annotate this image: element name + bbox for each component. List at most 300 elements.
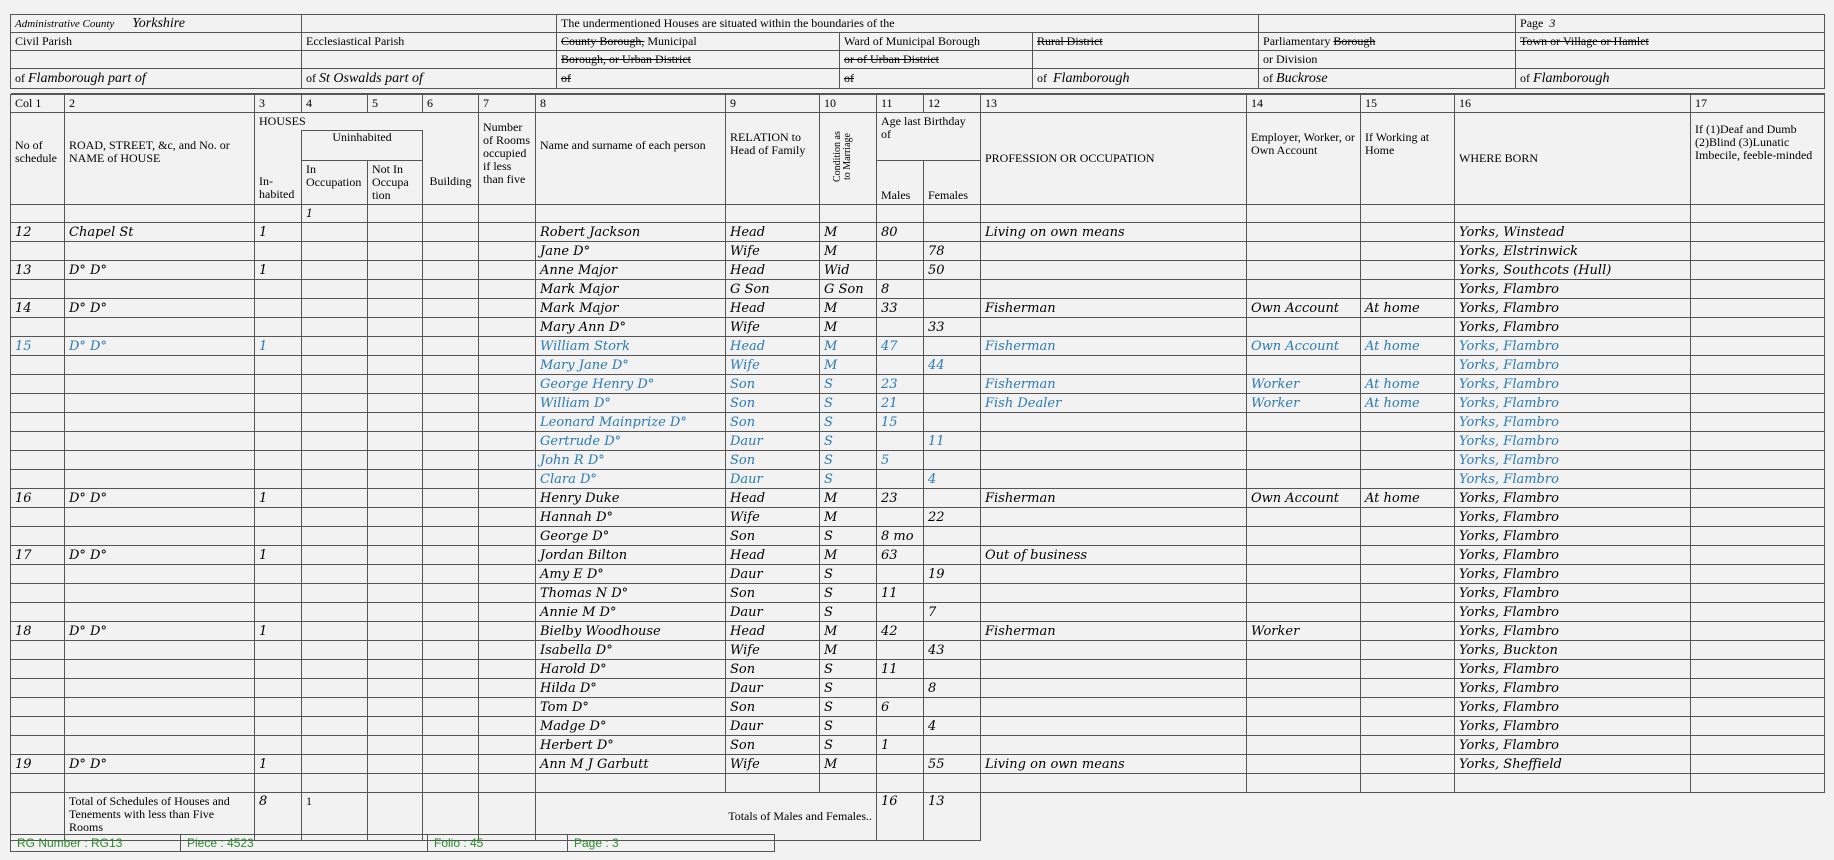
col-age-header: Age last Birthday of [877,113,981,161]
inhabited-cell [255,375,302,394]
condition-cell: S [820,660,877,679]
rooms-cell [479,375,536,394]
where-born-cell: Yorks, Flambro [1455,280,1691,299]
totals-females: 13 [924,793,981,841]
in-occupation-cell [302,318,368,337]
females-age-cell: 7 [924,603,981,622]
rural-value: of Flamborough [1033,69,1259,89]
name-cell: Hannah D° [536,508,726,527]
totals-inhabited: 8 [255,793,302,841]
where-born-cell: Yorks, Sheffield [1455,755,1691,774]
working-cell [1361,280,1455,299]
rooms-cell [479,337,536,356]
infirm-cell [1691,413,1825,432]
employer-cell [1247,698,1361,717]
occupation-cell [981,660,1247,679]
infirm-cell [1691,337,1825,356]
occupation-cell [981,413,1247,432]
rooms-cell [479,546,536,565]
males-age-cell: 1 [877,736,924,755]
not-in-occupation-cell [368,527,423,546]
boundaries-text: The undermentioned Houses are situated within the boundaries of the [557,15,1259,33]
employer-cell [1247,451,1361,470]
males-age-cell [877,432,924,451]
working-cell [1361,356,1455,375]
condition-cell: S [820,527,877,546]
working-cell [1361,679,1455,698]
schedule-cell [11,508,65,527]
working-cell [1361,470,1455,489]
census-row [11,508,1825,527]
relation-cell: Daur [726,470,820,489]
road-cell: D° D° [65,622,255,641]
road-cell [65,413,255,432]
census-row [11,375,1825,394]
females-age-cell [924,736,981,755]
in-occupation-cell [302,717,368,736]
males-age-cell: 80 [877,223,924,242]
rooms-cell [479,242,536,261]
condition-cell: S [820,679,877,698]
name-cell: Herbert D° [536,736,726,755]
road-cell: D° D° [65,337,255,356]
males-age-cell: 33 [877,299,924,318]
schedule-cell [11,318,65,337]
condition-cell: S [820,394,877,413]
not-in-occupation-cell [368,261,423,280]
in-occupation-cell [302,261,368,280]
census-row [11,451,1825,470]
condition-cell: S [820,470,877,489]
rooms-cell [479,527,536,546]
condition-cell: M [820,337,877,356]
rooms-cell [479,755,536,774]
schedule-cell: 16 [11,489,65,508]
name-cell: William Stork [536,337,726,356]
name-cell [536,774,726,793]
males-age-cell [877,603,924,622]
building-cell [423,527,479,546]
road-cell [65,603,255,622]
occupation-cell [981,736,1247,755]
name-cell: Isabella D° [536,641,726,660]
condition-cell: S [820,432,877,451]
females-age-cell [924,375,981,394]
inhabited-cell [255,774,302,793]
rooms-cell [479,736,536,755]
schedule-cell: 19 [11,755,65,774]
males-age-cell: 6 [877,698,924,717]
census-row [11,641,1825,660]
building-cell [423,774,479,793]
in-occupation-cell [302,299,368,318]
condition-cell: M [820,546,877,565]
inhabited-cell [255,698,302,717]
census-row [11,774,1825,793]
where-born-cell: Yorks, Flambro [1455,470,1691,489]
condition-cell: S [820,736,877,755]
infirm-cell [1691,546,1825,565]
infirm-cell [1691,527,1825,546]
infirm-cell [1691,660,1825,679]
road-cell [65,470,255,489]
working-cell [1361,736,1455,755]
infirm-cell [1691,318,1825,337]
where-born-cell: Yorks, Flambro [1455,565,1691,584]
infirm-cell [1691,603,1825,622]
working-cell [1361,603,1455,622]
relation-cell: Son [726,736,820,755]
road-cell [65,679,255,698]
females-age-cell: 55 [924,755,981,774]
occupation-cell [981,603,1247,622]
occupation-cell [981,584,1247,603]
relation-cell [726,774,820,793]
employer-cell [1247,356,1361,375]
census-body [11,223,1825,793]
schedule-cell [11,736,65,755]
condition-cell: S [820,603,877,622]
schedule-cell [11,242,65,261]
rooms-cell [479,717,536,736]
males-age-cell [877,508,924,527]
col-working-header: If Working at Home [1361,113,1455,205]
not-in-occupation-cell [368,242,423,261]
rooms-cell [479,603,536,622]
working-cell: At home [1361,337,1455,356]
census-row [11,318,1825,337]
females-age-cell [924,527,981,546]
inhabited-cell [255,508,302,527]
road-cell [65,584,255,603]
name-cell: Jordan Bilton [536,546,726,565]
where-born-cell: Yorks, Buckton [1455,641,1691,660]
condition-cell: M [820,299,877,318]
infirm-cell [1691,736,1825,755]
where-born-cell: Yorks, Flambro [1455,527,1691,546]
relation-cell: Daur [726,717,820,736]
census-row [11,603,1825,622]
infirm-cell [1691,299,1825,318]
employer-cell [1247,736,1361,755]
col-building-header: Building [423,131,479,205]
employer-cell [1247,603,1361,622]
infirm-cell [1691,698,1825,717]
census-row [11,736,1825,755]
schedule-cell [11,356,65,375]
occupation-cell [981,527,1247,546]
census-row [11,261,1825,280]
census-row [11,679,1825,698]
in-occupation-cell [302,565,368,584]
rooms-cell [479,413,536,432]
in-occupation-cell [302,527,368,546]
building-cell [423,489,479,508]
not-in-occupation-cell [368,641,423,660]
infirm-cell [1691,717,1825,736]
inhabited-cell [255,736,302,755]
not-in-occupation-cell [368,717,423,736]
totals-males-females-label: Totals of Males and Females.. [536,793,877,841]
employer-cell [1247,470,1361,489]
not-in-occupation-cell [368,318,423,337]
employer-cell [1247,318,1361,337]
employer-cell [1247,508,1361,527]
in-occupation-cell [302,375,368,394]
employer-cell [1247,755,1361,774]
road-cell [65,432,255,451]
not-in-occupation-cell [368,337,423,356]
relation-cell: Son [726,698,820,717]
col-not-in-occupation-header: Not In Occupa tion [368,161,423,205]
road-cell [65,394,255,413]
inhabited-cell [255,280,302,299]
males-age-cell [877,641,924,660]
infirm-cell [1691,356,1825,375]
not-in-occupation-cell [368,432,423,451]
relation-cell: Head [726,622,820,641]
employer-cell [1247,679,1361,698]
infirm-cell [1691,584,1825,603]
road-cell [65,375,255,394]
infirm-cell [1691,242,1825,261]
census-row [11,337,1825,356]
in-occupation-cell [302,679,368,698]
working-cell [1361,774,1455,793]
relation-cell: Daur [726,679,820,698]
building-cell [423,337,479,356]
working-cell [1361,622,1455,641]
occupation-cell [981,280,1247,299]
building-cell [423,622,479,641]
totals-in-occupation: 1 [302,793,368,841]
road-cell [65,318,255,337]
census-row [11,356,1825,375]
condition-cell: M [820,489,877,508]
females-age-cell: 78 [924,242,981,261]
col-road-header: ROAD, STREET, &c, and No. or NAME of HOUSE [65,113,255,205]
working-cell [1361,565,1455,584]
occupation-cell: Fisherman [981,622,1247,641]
relation-cell: Daur [726,565,820,584]
not-in-occupation-cell [368,356,423,375]
building-cell [423,584,479,603]
schedule-cell [11,470,65,489]
col-employer-header: Employer, Worker, or Own Account [1247,113,1361,205]
employer-cell: Own Account [1247,337,1361,356]
building-cell [423,508,479,527]
occupation-cell [981,451,1247,470]
name-cell: Mary Ann D° [536,318,726,337]
name-cell: Bielby Woodhouse [536,622,726,641]
occupation-cell: Living on own means [981,755,1247,774]
inhabited-cell [255,356,302,375]
employer-cell [1247,527,1361,546]
totals-label: Total of Schedules of Houses and Tenements with less than Five Rooms [65,793,255,841]
name-cell: Madge D° [536,717,726,736]
name-cell: Gertrude D° [536,432,726,451]
inhabited-cell [255,394,302,413]
working-cell [1361,660,1455,679]
in-occupation-cell [302,356,368,375]
condition-cell: S [820,375,877,394]
road-cell [65,508,255,527]
males-age-cell: 15 [877,413,924,432]
infirm-cell [1691,508,1825,527]
condition-cell: G Son [820,280,877,299]
males-age-cell [877,774,924,793]
column-numbers-row: Col 1 2 3 4 5 6 7 8 9 10 11 12 13 14 15 16 17 [11,95,1825,113]
infirm-cell [1691,622,1825,641]
males-age-cell [877,717,924,736]
col-name-header: Name and surname of each person [536,113,726,205]
relation-cell: Wife [726,508,820,527]
in-occupation-cell [302,413,368,432]
building-cell [423,394,479,413]
infirm-cell [1691,565,1825,584]
building-cell [423,717,479,736]
census-row [11,527,1825,546]
rooms-cell [479,280,536,299]
schedule-cell [11,432,65,451]
name-cell: William D° [536,394,726,413]
employer-cell: Worker [1247,394,1361,413]
not-in-occupation-cell [368,622,423,641]
relation-cell: Head [726,546,820,565]
occupation-cell [981,318,1247,337]
rooms-cell [479,299,536,318]
census-row [11,660,1825,679]
working-cell [1361,508,1455,527]
occupation-cell [981,565,1247,584]
working-cell [1361,546,1455,565]
males-age-cell: 8 [877,280,924,299]
census-row [11,698,1825,717]
in-occupation-cell [302,546,368,565]
schedule-cell: 12 [11,223,65,242]
in-occupation-cell [302,698,368,717]
inhabited-cell: 1 [255,755,302,774]
not-in-occupation-cell [368,755,423,774]
occupation-cell [981,698,1247,717]
condition-cell: M [820,641,877,660]
schedule-cell [11,394,65,413]
males-age-cell: 8 mo [877,527,924,546]
working-cell [1361,641,1455,660]
males-age-cell [877,318,924,337]
where-born-cell: Yorks, Flambro [1455,546,1691,565]
schedule-cell: 15 [11,337,65,356]
not-in-occupation-cell [368,413,423,432]
infirm-cell [1691,280,1825,299]
census-row [11,489,1825,508]
males-age-cell [877,679,924,698]
road-cell: D° D° [65,546,255,565]
building-cell [423,736,479,755]
inhabited-cell [255,717,302,736]
parl-value: of Buckrose [1259,69,1516,89]
road-cell [65,698,255,717]
employer-cell [1247,546,1361,565]
road-cell: D° D° [65,755,255,774]
census-table: Col 1 2 3 4 5 6 7 8 9 10 11 12 13 14 15 16 17 No of schedule ROAD, STREET, &c, and No. or NAME of HOUSE HOUSES Number of Rooms occupied if less than five Name and surname of each person RELATION to Head of Family Condition as to Marriage Age last Birthday of PROFESSION OR OCCUPATION Employer, Worker, or Own Account If Working at Home WHERE BORN If (1)Deaf and Dumb (2)Blind (3)Lunatic Imbecile, feeble-minded In- habited Uninhabited Building In Occupation Not In Occupa tion Males Females 1 12 Chapel St 1 Robert Jackson Head M 80 Living on own means Yorks, Winstead Jane D° Wife M 78 Yorks, Elstrinwick 13 D° D° 1 Anne Major Head Wid 50 Yorks, Southcots (Hull) Mark Major G Son G Son 8 Yorks, Flambro 14 D° D° Mark Major Head M 33 Fisherman Own Account At home Yorks, Flambro Mary Ann D° Wife M 33 Yorks, Flambro 15 D° D° 1 William Stork Head M 47 Fisherman Own Account At home Yorks, Flambro Mary Jane D° Wife M 44 Yorks, Flambro George Henry D° Son S 23 Fisherman Worker At home Yorks, Flambro William D° Son S 21 Fish Dealer Worker At home Yorks, Flambro Leonard Mainprize D° Son S 15 Yorks, Flambro Gertrude D° Daur S 11 Yorks, Flambro John R D° Son S 5 Yorks, Flambro Clara D° Daur S 4 Yorks, Flambro 16 D° D° 1 Henry Duke Head M 23 Fisherman Own Account At home Yorks, Flambro Hannah D° Wife M 22 Yorks, Flambro George D° Son S 8 mo Yorks, Flambro 17 D° D° 1 Jordan Bilton Head M 63 Out of business Yorks, Flambro Amy E D° Daur S 19 Yorks, Flambro Thomas N D° Son S 11 Yorks, Flambro Annie M D° Daur S 7 Yorks, Flambro 18 D° D° 1 Bielby Woodhouse Head M 42 Fisherman Worker Yorks, Flambro Isabella D° Wife M 43 Yorks, Buckton Harold D° Son S 11 Yorks, Flambro Hilda D° Daur S 8 Yorks, Flambro Tom D° Son S 6 Yorks, Flambro Madge D° Daur S 4 Yorks, Flambro Herbert D° Son S 1 Yorks, Flambro 19 D° D° 1 Ann M J Garbutt Wife M 55 Living on own means Yorks, Sheffield Total of Schedules of Houses and Tenements with less than Five Rooms 8 1 Totals of Males and Females.. 16 13 [10,94,1825,841]
name-cell: Mark Major [536,280,726,299]
employer-cell [1247,280,1361,299]
town-value: of Flamborough [1516,69,1825,89]
inhabited-cell [255,413,302,432]
inhabited-cell [255,584,302,603]
in-occupation-cell [302,622,368,641]
road-cell [65,451,255,470]
condition-cell: M [820,318,877,337]
condition-cell: S [820,413,877,432]
rooms-cell [479,641,536,660]
census-row [11,299,1825,318]
relation-cell: Wife [726,242,820,261]
employer-cell: Worker [1247,375,1361,394]
admin-county-cell: Administrative County Yorkshire [11,15,302,33]
not-in-occupation-cell [368,774,423,793]
in-occupation-cell [302,660,368,679]
building-cell [423,679,479,698]
working-cell [1361,318,1455,337]
ward-label: Ward of Municipal Borough [840,33,1033,51]
col-females-header: Females [924,161,981,205]
where-born-cell: Yorks, Flambro [1455,622,1691,641]
town-label: Town or Village or Hamlet [1516,33,1825,51]
males-age-cell: 11 [877,660,924,679]
civil-parish-value: of Flamborough part of [11,69,302,89]
building-cell [423,223,479,242]
in-occupation-cell [302,242,368,261]
occupation-cell [981,432,1247,451]
relation-cell: Head [726,223,820,242]
employer-cell [1247,584,1361,603]
working-cell [1361,717,1455,736]
name-cell: Clara D° [536,470,726,489]
males-age-cell: 42 [877,622,924,641]
employer-cell [1247,717,1361,736]
building-cell [423,660,479,679]
where-born-cell: Yorks, Flambro [1455,584,1691,603]
where-born-cell: Yorks, Flambro [1455,413,1691,432]
females-age-cell [924,223,981,242]
road-cell: D° D° [65,261,255,280]
where-born-cell: Yorks, Flambro [1455,318,1691,337]
occupation-cell [981,641,1247,660]
employer-cell [1247,432,1361,451]
rooms-cell [479,698,536,717]
name-cell: Jane D° [536,242,726,261]
where-born-cell [1455,774,1691,793]
not-in-occupation-cell [368,698,423,717]
working-cell [1361,432,1455,451]
relation-cell: Daur [726,432,820,451]
working-cell [1361,223,1455,242]
where-born-cell: Yorks, Flambro [1455,717,1691,736]
rooms-cell [479,432,536,451]
name-cell: Henry Duke [536,489,726,508]
uninhabited-header: Uninhabited [302,131,423,161]
males-age-cell [877,755,924,774]
not-in-occupation-cell [368,451,423,470]
building-cell [423,546,479,565]
census-row [11,755,1825,774]
in-occupation-cell [302,223,368,242]
in-occupation-cell [302,755,368,774]
working-cell: At home [1361,375,1455,394]
road-cell [65,641,255,660]
